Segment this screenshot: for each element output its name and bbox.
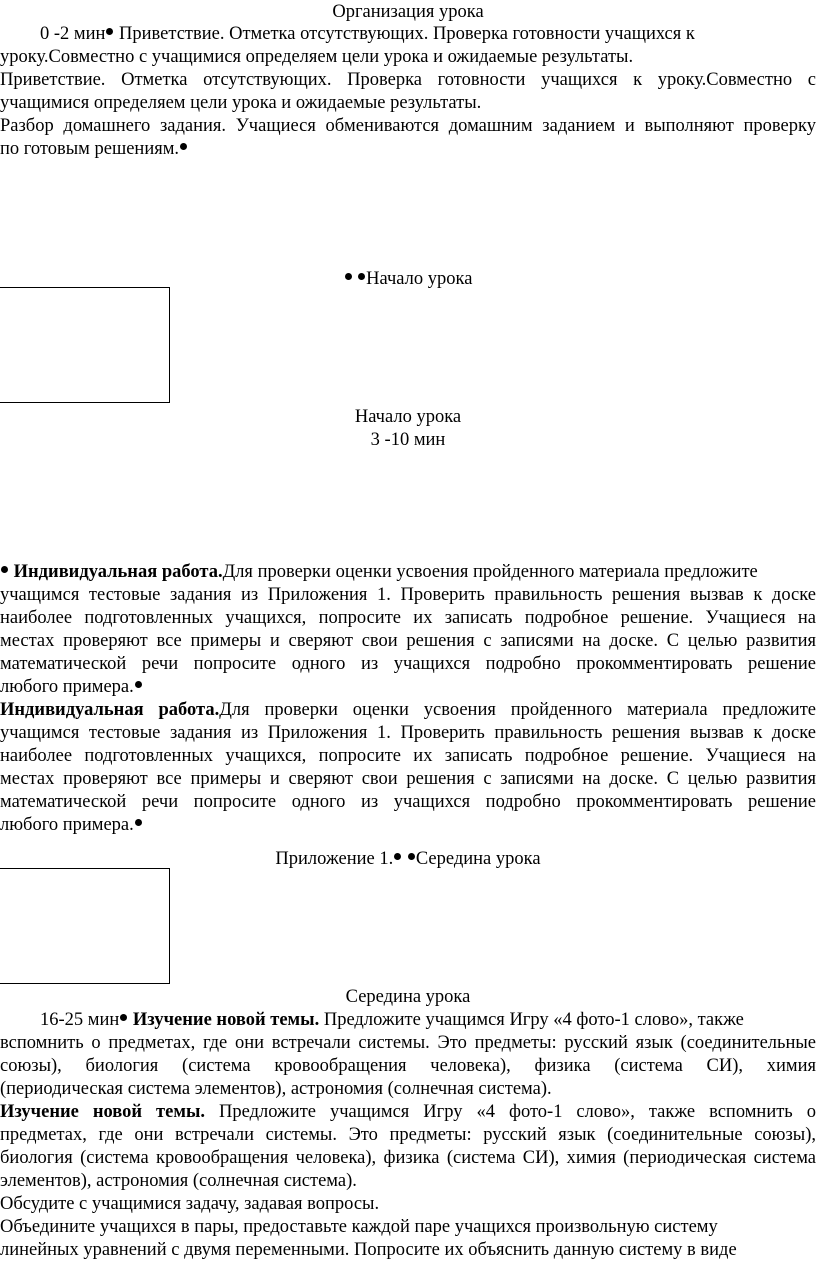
stage2-heading: Начало урока — [354, 407, 462, 427]
individual-work-line5: математической речи попросите одного из учащихся подробно прокомментировать решение — [0, 654, 816, 674]
stage1-repeat-line2: учащимися определяем цели урока и ожидаемые результаты. — [0, 93, 482, 113]
individual-work-line2: учащимся тестовые задания из Приложения 1. Проверить правильность решения вызвав к доске — [0, 585, 816, 605]
bullet-icon — [106, 28, 113, 35]
individual-work-line6: любого примера. — [0, 676, 816, 700]
new-topic-repeat-line3: биология (система кровообращения человека), физика (система СИ), химия (периодическая система — [0, 1148, 816, 1168]
stage1-text-cont: уроку.Совместно с учащимися определяем цели урока и ожидаемые результаты. — [0, 47, 634, 67]
individual-work-line1: Индивидуальная работа.Для проверки оценки усвоения пройденного материала предложите — [0, 561, 816, 585]
bullet-icon — [394, 853, 401, 860]
bullet-icon — [180, 143, 187, 150]
individual-work-repeat-line4: местах проверяют все примеры и сверяют свои решения с записями на доске. С целью развития — [0, 769, 816, 789]
new-topic-repeat-line1: Изучение новой темы. Предложите учащимся Игру «4 фото-1 слово», также вспомнить о — [0, 1102, 816, 1122]
individual-work-repeat-line5: математической речи попросите одного из учащихся подробно прокомментировать решение — [0, 792, 816, 812]
stage1-text: Приветствие. Отметка отсутствующих. Проверка готовности учащихся к — [119, 24, 695, 44]
new-topic-line1: 16-25 мин Изучение новой темы. Предложите учащимся Игру «4 фото-1 слово», также — [40, 1010, 744, 1030]
individual-work-repeat-line3: наиболее подготовленных учащихся, попросите их записать подробное решение. Учащиеся на — [0, 746, 816, 766]
new-topic-repeat-line4: элементов), астрономия (солнечная система). — [0, 1171, 357, 1191]
pairs-line2: линейных уравнений с двумя переменными. Попросите их объяснить данную систему в виде — [0, 1240, 737, 1260]
individual-work-repeat-line2: учащимся тестовые задания из Приложения 1. Проверить правильность решения вызвав к доске — [0, 723, 816, 743]
bullet-icon — [135, 819, 142, 826]
stage1-time: 0 -2 мин — [40, 24, 106, 44]
page-title: Организация урока — [332, 2, 484, 22]
individual-work-repeat-line6: любого примера. — [0, 814, 816, 838]
individual-work-line4: местах проверяют все примеры и сверяют свои решения с записями на доске. С целью развития — [0, 631, 816, 651]
new-topic-line4: (периодическая система элементов), астрономия (солнечная система). — [0, 1079, 552, 1099]
bullet-icon — [1, 566, 8, 573]
new-topic-line2: вспомнить о предметах, где они встречали системы. Это предметы: русский язык (соединительные — [0, 1033, 816, 1053]
homework-line2: по готовым решениям. — [0, 138, 816, 162]
bullet-icon — [408, 853, 415, 860]
new-topic-repeat-line2: предметах, где они встречали системы. Это предметы: русский язык (соединительные союзы), — [0, 1125, 816, 1145]
pairs-line1: Объедините учащихся в пары, предоставьте каждой паре учащихся произвольную систему — [0, 1217, 718, 1237]
bullet-icon — [135, 681, 142, 688]
individual-work-repeat-line1: Индивидуальная работа.Для проверки оценки усвоения пройденного материала предложите — [0, 700, 816, 720]
placeholder-box — [0, 287, 170, 403]
stage2-bullet-heading: Начало урока — [0, 268, 816, 292]
stage1-repeat-line1: Приветствие. Отметка отсутствующих. Проверка готовности учащихся к уроку.Совместно с — [0, 70, 816, 90]
new-topic-line3: союзы), биология (система кровообращения человека), физика (система СИ), химия — [0, 1056, 816, 1076]
stage2-time: 3 -10 мин — [370, 430, 446, 450]
bullet-icon — [120, 1014, 127, 1021]
discuss-line: Обсудите с учащимися задачу, задавая вопросы. — [0, 1194, 380, 1214]
bullet-icon — [358, 273, 365, 280]
individual-work-line3: наиболее подготовленных учащихся, попросите их записать подробное решение. Учащиеся на — [0, 608, 816, 628]
homework-line1: Разбор домашнего задания. Учащиеся обмениваются домашним заданием и выполняют проверку — [0, 116, 816, 136]
placeholder-box — [0, 868, 170, 984]
stage1-first-line — [40, 23, 816, 47]
bullet-icon — [345, 273, 352, 280]
appendix-line: Приложение 1. Середина урока — [275, 849, 541, 869]
stage3-heading: Середина урока — [345, 987, 471, 1007]
